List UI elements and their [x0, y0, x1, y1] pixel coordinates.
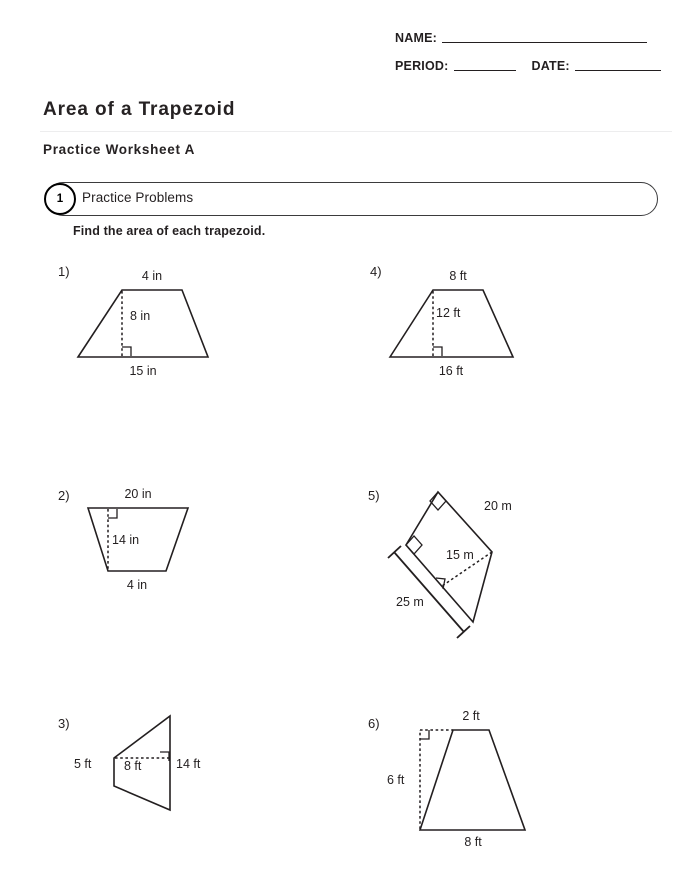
top-base-label: 2 ft [462, 709, 480, 723]
problem-5-figure [380, 482, 560, 642]
problem-1-number: 1) [58, 264, 70, 279]
trapezoid-outline [390, 290, 513, 357]
right-angle-marker [420, 730, 429, 739]
trapezoid-outline [114, 716, 170, 810]
right-angle-marker-left [406, 536, 422, 554]
right-angle-marker [108, 509, 117, 518]
name-input-line[interactable] [442, 42, 647, 43]
period-input-line[interactable] [454, 70, 516, 71]
problem-4-figure [385, 262, 555, 382]
section-number-badge: 1 [44, 183, 76, 215]
page-title: Area of a Trapezoid [43, 99, 236, 120]
top-base-label: 4 in [141, 269, 163, 283]
problem-1-figure [60, 262, 230, 382]
top-base-label: 20 m [484, 499, 512, 513]
problem-4-number: 4) [370, 264, 382, 279]
dimension-arrow-end [457, 626, 470, 638]
left-base-label: 5 ft [74, 757, 92, 771]
trapezoid-outline [78, 290, 208, 357]
height-label: 8 ft [124, 759, 142, 773]
right-angle-marker [122, 347, 131, 356]
problem-2-number: 2) [58, 488, 70, 503]
height-label: 15 m [446, 548, 474, 562]
height-label: 8 in [130, 309, 151, 323]
title-divider [40, 131, 672, 132]
bottom-base-label: 4 in [126, 578, 148, 592]
problem-5-number: 5) [368, 488, 380, 503]
trapezoid-outline [420, 730, 525, 830]
name-field-row [395, 28, 665, 45]
bottom-base-label: 16 ft [438, 364, 464, 378]
problem-3-number: 3) [58, 716, 70, 731]
page-subtitle: Practice Worksheet A [43, 142, 196, 157]
problem-3-figure [60, 708, 240, 828]
bottom-base-label: 25 m [396, 595, 424, 609]
right-base-label: 14 ft [176, 757, 201, 771]
right-angle-marker [433, 347, 442, 356]
height-label: 12 ft [436, 306, 461, 320]
height-label: 6 ft [387, 773, 405, 787]
problem-2-figure [60, 486, 230, 606]
bottom-base-label: 15 in [129, 364, 157, 378]
dimension-arrow-start [388, 546, 401, 558]
problem-6-figure [385, 708, 565, 848]
date-input-line[interactable] [575, 70, 661, 71]
section-label: Practice Problems [82, 190, 194, 205]
bottom-base-label: 8 ft [464, 835, 482, 849]
height-label: 14 in [112, 533, 140, 547]
name-label: NAME: [395, 31, 437, 45]
top-base-label: 20 in [124, 487, 152, 501]
right-angle-marker [160, 752, 169, 761]
header-fields [395, 28, 665, 84]
period-label: PERIOD: [395, 59, 449, 73]
period-date-field-row [395, 56, 665, 73]
date-label: DATE: [531, 59, 570, 73]
section-instruction: Find the area of each trapezoid. [73, 224, 266, 238]
top-base-label: 8 ft [449, 269, 467, 283]
bottom-dimension-line [394, 552, 464, 632]
problem-6-number: 6) [368, 716, 380, 731]
